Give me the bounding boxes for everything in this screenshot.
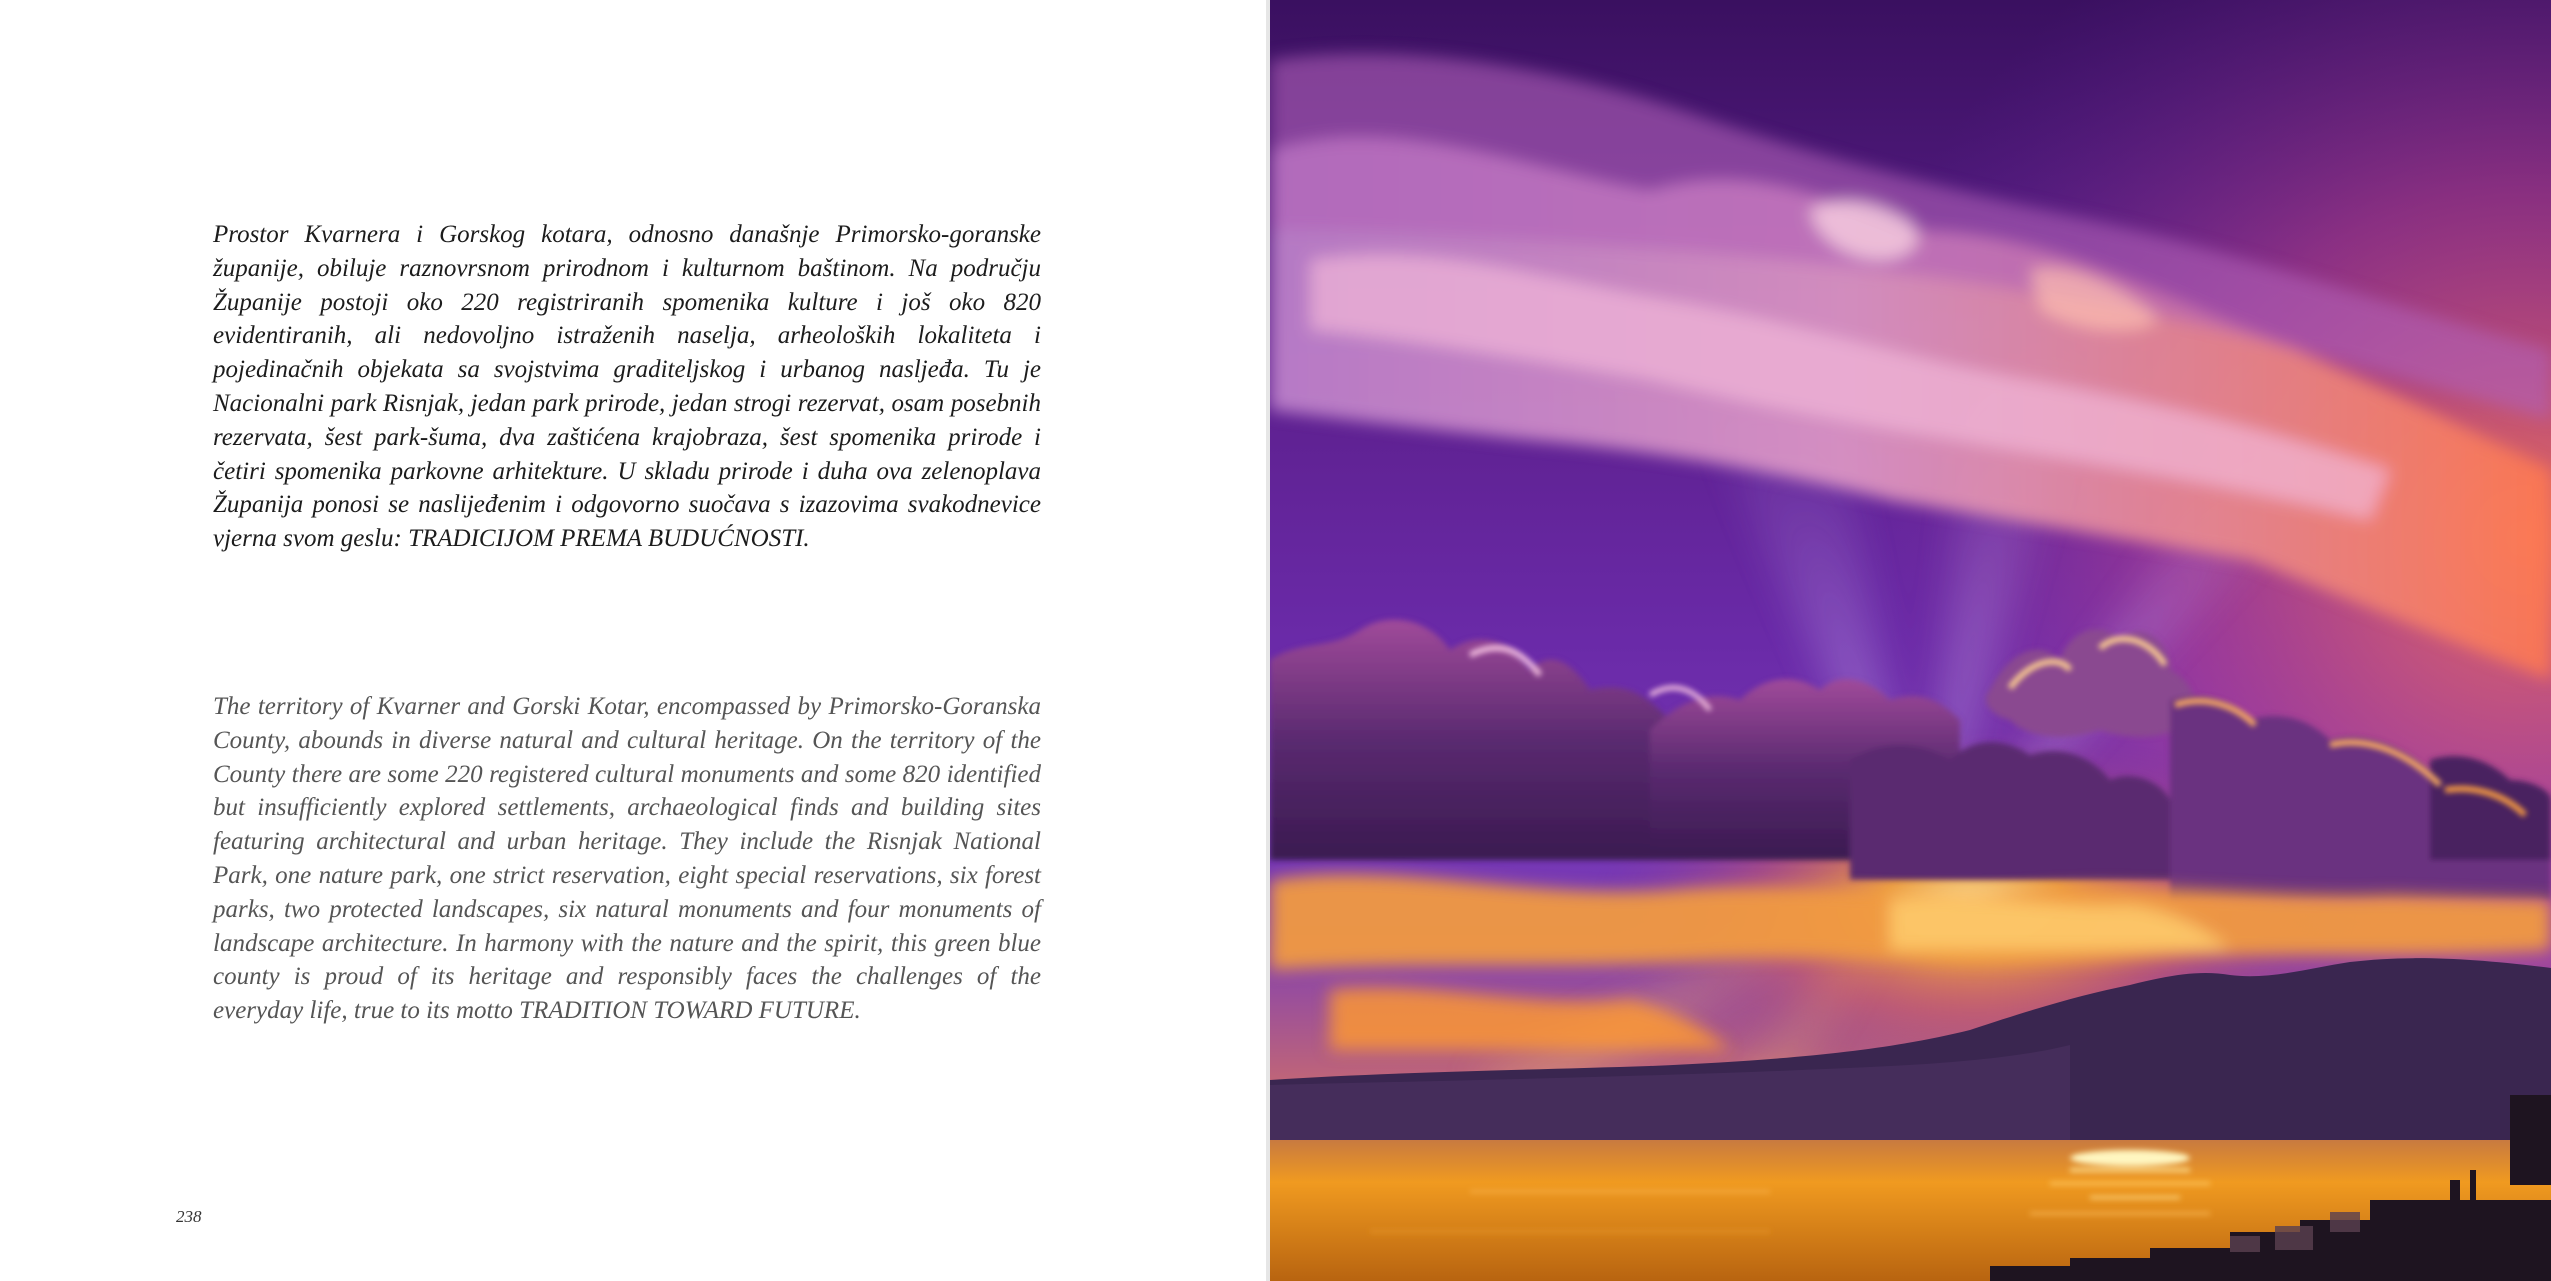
sunset-photo-image <box>1270 0 2551 1281</box>
english-paragraph: The territory of Kvarner and Gorski Kotar, encompassed by Primorsko-Goranska County, abounds in diverse natural and cultural heritage. On the territory of the County there are some 220 registered cultural monuments and some 820 identified but insufficiently explored settlements, archaeological finds and building sites featuring architectural and urban heritage. They include the Risnjak National Park, one nature park, one strict reservation, eight special reservations, six forest parks, two protected landscapes, six natural monuments and four monuments of landscape architecture. In harmony with the nature and the spirit, this green blue county is proud of its heritage and responsibly faces the challenges of the everyday life, true to its motto TRADITION TOWARD FUTURE. <box>213 693 1041 1025</box>
sunset-photo <box>1270 0 2551 1281</box>
left-page <box>0 0 1270 1281</box>
croatian-paragraph: Prostor Kvarnera i Gorskog kotara, odnosno današnje Primorsko-goranske županije, obiluje raznovrsnom prirodnom i kulturnom baštinom. Na području Županije postoji oko 220 registriranih spomenika kulture i još oko 820 evidentiranih, ali nedovoljno istraženih naselja, arheoloških lokaliteta i pojedinačnih objekata sa svojstvima graditeljskog i urbanog nasljeđa. Tu je Nacionalni park Risnjak, jedan park prirode, jedan strogi rezervat, osam posebnih rezervata, šest park-šuma, dva zaštićena krajobraza, šest spomenika prirode i četiri spomenika parkovne arhitekture. U skladu prirode i duha ova zelenoplava Županija ponosi se naslijeđenim i odgovorno suočava s izazovima svakodnevice vjerna svom geslu: TRADICIJOM PREMA BUDUĆNOSTI. <box>213 221 1041 553</box>
page-number: 238 <box>176 1207 202 1226</box>
